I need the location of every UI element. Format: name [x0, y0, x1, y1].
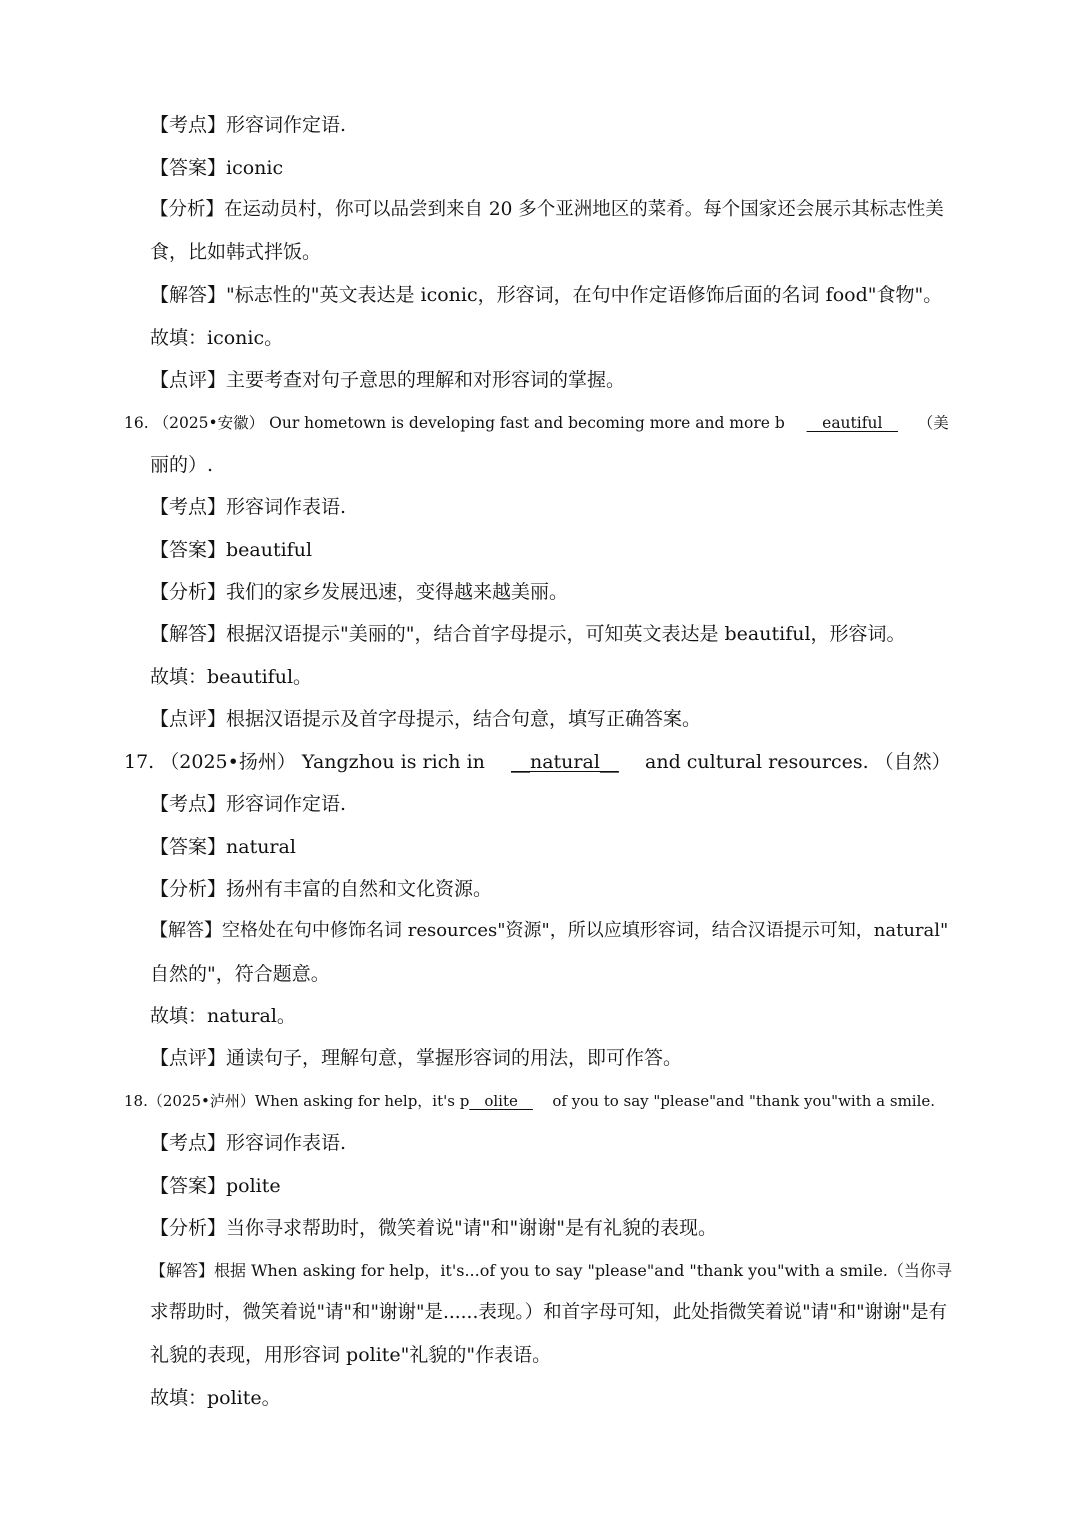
q18-text-before: When asking for help，it's p: [254, 1092, 470, 1110]
q15-solution: 【解答】"标志性的"英文表达是 iconic，形容词，在句中作定语修饰后面的名词 food"食物"。: [150, 284, 943, 306]
q18-solution-line-2: 求帮助时，微笑着说"请"和"谢谢"是......表现。）和首字母可知，此处指微笑着说"请"和"谢谢"是有: [150, 1302, 948, 1323]
q16-text-after: （美: [917, 414, 949, 432]
q18-fill: 故填：polite。: [150, 1387, 281, 1409]
q16-fill: 故填：beautiful。: [150, 666, 313, 688]
q17-answer: 【答案】natural: [150, 836, 296, 858]
q15-comment: 【点评】主要考查对句子意思的理解和对形容词的掌握。: [150, 369, 626, 391]
q17-question: [124, 749, 960, 775]
q17-kaodian: 【考点】形容词作定语.: [150, 793, 347, 815]
q15-kaodian: 【考点】形容词作定语.: [150, 114, 347, 136]
q18-answer: 【答案】polite: [150, 1175, 281, 1197]
q18-solution-line-1: 【解答】根据 When asking for help，it's...of you to say "please"and "thank you"with a smile.（当你寻: [150, 1261, 952, 1280]
q15-analysis-line-2: 食，比如韩式拌饭。: [150, 241, 322, 263]
q15-fill: 故填：iconic。: [150, 327, 284, 349]
q17-blank: __natural__: [510, 751, 619, 773]
q18-solution-line-3: 礼貌的表现，用形容词 polite"礼貌的"作表语。: [150, 1344, 552, 1366]
q17-number: 17.: [124, 751, 155, 773]
q16-comment: 【点评】根据汉语提示及首字母提示，结合句意，填写正确答案。: [150, 708, 702, 730]
q18-text-after: of you to say "please"and "thank you"with a smile.: [552, 1092, 936, 1110]
q17-solution-line-1: 【解答】空格处在句中修饰名词 resources"资源"，所以应填形容词，结合汉语提示可知，natural": [150, 920, 949, 941]
q16-solution: 【解答】根据汉语提示"美丽的"，结合首字母提示，可知英文表达是 beautiful，形容词。: [150, 623, 906, 645]
q18-source: （2025•泸州）: [147, 1092, 255, 1110]
q16-answer: 【答案】beautiful: [150, 539, 313, 561]
q17-solution-line-2: 自然的"，符合题意。: [150, 963, 330, 985]
q18-number: 18.: [124, 1092, 148, 1110]
q17-fill: 故填：natural。: [150, 1005, 296, 1027]
q16-blank: __eautiful__: [806, 414, 898, 432]
q16-kaodian: 【考点】形容词作表语.: [150, 496, 347, 518]
q15-analysis-line-1: 【分析】在运动员村，你可以品尝到来自 20 多个亚洲地区的菜肴。每个国家还会展示其标志性美: [150, 199, 944, 220]
q17-source: （2025•扬州）: [160, 751, 296, 773]
q16-text-before: Our hometown is developing fast and becoming more and more b: [269, 414, 785, 432]
q18-analysis: 【分析】当你寻求帮助时，微笑着说"请"和"谢谢"是有礼貌的表现。: [150, 1217, 717, 1239]
q18-question: [124, 1088, 960, 1114]
q18-blank: __olite__: [469, 1092, 533, 1110]
q16-question: [124, 410, 960, 436]
q18-kaodian: 【考点】形容词作表语.: [150, 1132, 347, 1154]
q17-analysis: 【分析】扬州有丰富的自然和文化资源。: [150, 878, 493, 900]
q15-answer: 【答案】iconic: [150, 157, 284, 179]
q16-number: 16.: [124, 414, 149, 432]
q17-text-before: Yangzhou is rich in: [301, 751, 485, 773]
q16-question-line-2: 丽的）.: [150, 454, 214, 476]
q17-text-after: and cultural resources. （自然）: [645, 751, 951, 773]
q16-source: （2025•安徽）: [153, 414, 265, 432]
q16-analysis: 【分析】我们的家乡发展迅速，变得越来越美丽。: [150, 581, 569, 603]
q17-comment: 【点评】通读句子，理解句意，掌握形容词的用法，即可作答。: [150, 1047, 683, 1069]
